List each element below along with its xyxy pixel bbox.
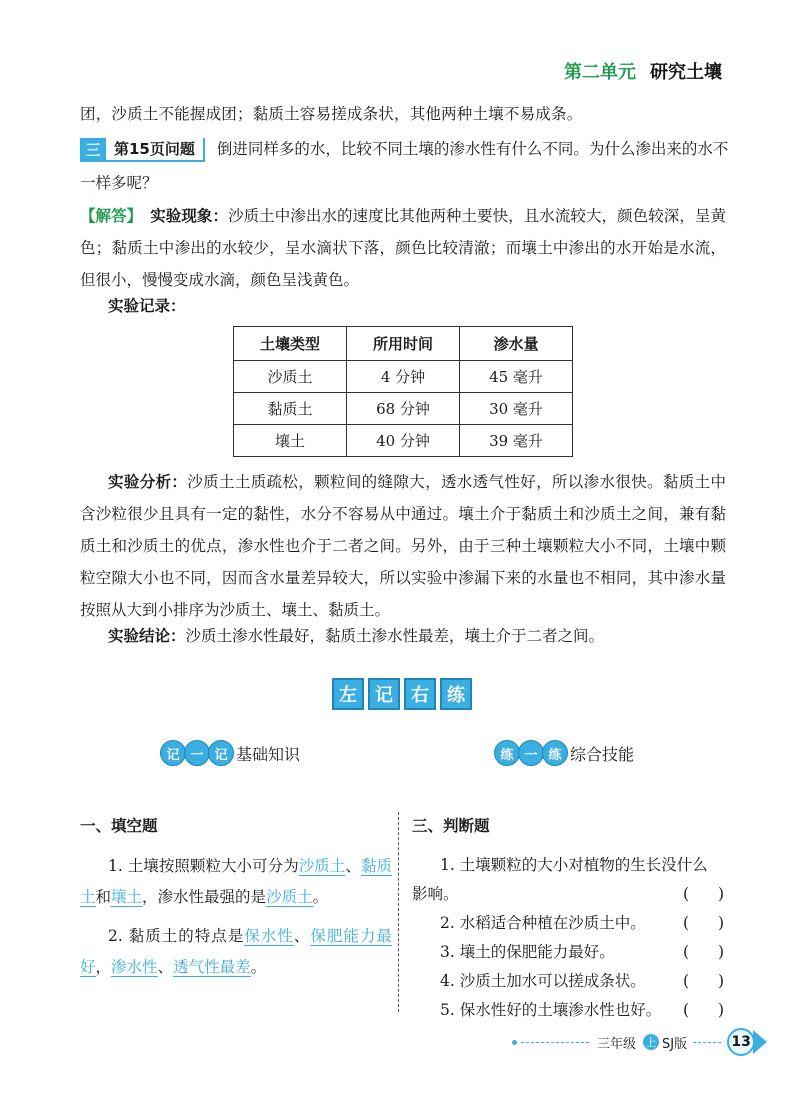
- table-row: [234, 425, 573, 457]
- bubble-char: 记: [160, 740, 186, 766]
- analysis-text: 沙质土土质疏松，颗粒间的缝隙大，透水透气性好，所以渗水很快。黏质土中含沙粒很少且具有一定的黏性，水分不容易从中通过。壤土介于黏质土和沙质土之间，兼有黏质土和沙质土的优点，渗水性也介于二者之间。另外，由于三种土壤颗粒大小不同，土壤中颗粒空隙大小也不同，因而含水量差异较大，所以实验中渗漏下来的水量也不相同，其中渗水量按照从大到小排序为沙质土、壤土、黏质土。: [80, 473, 726, 619]
- analysis-label: 实验分析：: [108, 473, 188, 491]
- table-cell: 黏质土: [234, 393, 347, 425]
- question-text: 倒进同样多的水，比较不同土壤的渗水性有什么不同。为什么渗出来的水不一样多呢？: [80, 140, 729, 192]
- answer-blank: 渗水性: [111, 958, 158, 976]
- judge-item-1-cont: [412, 880, 736, 909]
- phenomenon-text: 沙质土中渗出水的速度比其他两种土要快，且水流较大，颜色较深，呈黄色；黏质土中渗出的水较少，呈水滴状下落，颜色比较清澈；而壤土中渗出的水开始是水流，但很小，慢慢变成水滴，颜色呈浅黄色。: [80, 207, 726, 289]
- judge-item-3: [412, 938, 736, 967]
- bubble-char: 练: [494, 740, 520, 766]
- banner-char: 左: [332, 678, 364, 710]
- unit-title: [564, 58, 722, 84]
- judge-text: 3. 壤土的保肥能力最好。: [440, 943, 615, 961]
- experiment-table: [233, 326, 573, 457]
- answer-blank: 保水性: [244, 927, 294, 945]
- footer-grade: 三年级: [597, 1036, 637, 1052]
- table-row: [234, 393, 573, 425]
- record-label: 实验记录：: [108, 297, 186, 315]
- page-footer: [512, 1028, 767, 1056]
- left-subheading: [160, 740, 300, 766]
- answer-blank: 沙质土: [298, 857, 346, 875]
- footer-dot: [512, 1040, 517, 1045]
- banner-char: 练: [440, 678, 472, 710]
- fill-item-1: [80, 851, 392, 913]
- judge-text: 影响。: [412, 885, 459, 903]
- conclusion-label: 实验结论：: [108, 627, 186, 645]
- item-text: ，: [95, 958, 112, 976]
- item-text: 2. 黏质土的特点是: [108, 927, 245, 945]
- footer-term: 上: [643, 1034, 659, 1050]
- item-text: 。: [312, 888, 329, 906]
- item-text: 、: [345, 857, 361, 875]
- table-cell: 45 毫升: [460, 361, 573, 393]
- phenomenon-label: 实验现象：: [150, 207, 229, 225]
- fill-blank-section: [80, 812, 392, 991]
- answer-bracket[interactable]: ( ): [682, 1001, 736, 1019]
- banner-char: 记: [368, 678, 400, 710]
- table-header-row: [234, 327, 573, 361]
- item-text: 1. 土壤按照颗粒大小可分为: [108, 857, 299, 875]
- item-text: 、: [157, 958, 174, 976]
- footer-edition: SJ版: [662, 1036, 688, 1052]
- answer-bracket[interactable]: ( ): [682, 972, 736, 990]
- question-heading: [80, 132, 730, 200]
- answer-blank: 沙质土: [266, 888, 313, 906]
- right-subheading: [494, 740, 634, 766]
- intro-line: 团，沙质土不能握成团；黏质土容易搓成条状，其他两种土壤不易成条。: [80, 105, 583, 123]
- bubble-char: 练: [542, 740, 568, 766]
- answer-blank: 透气性最差: [173, 958, 251, 976]
- left-bubbles: [160, 740, 232, 766]
- item-text: 、: [293, 927, 311, 945]
- judge-text: 2. 水稻适合种植在沙质土中。: [440, 914, 646, 932]
- judge-text: 5. 保水性好的土壤渗水性也好。: [440, 1001, 662, 1019]
- bubble-char: 一: [518, 740, 544, 766]
- table-header-cell: 土壤类型: [234, 327, 347, 361]
- fill-blank-heading: 一、填空题: [80, 817, 158, 835]
- unit-name: 研究土壤: [650, 62, 722, 83]
- section-banner: [332, 678, 472, 710]
- question-tag: [80, 138, 205, 162]
- judge-item-4: [412, 967, 736, 996]
- table-cell: 30 毫升: [460, 393, 573, 425]
- item-text: 和: [95, 888, 112, 906]
- question-label: 第15页问题: [106, 138, 205, 162]
- judge-section: [412, 812, 736, 1025]
- conclusion-text: 沙质土渗水性最好，黏质土渗水性最差，壤土介于二者之间。: [185, 627, 605, 645]
- unit-number: 第二单元: [564, 62, 636, 83]
- banner-char: 右: [404, 678, 436, 710]
- table-row: [234, 361, 573, 393]
- judge-item-1: [412, 851, 728, 880]
- answer-bracket[interactable]: ( ): [682, 943, 736, 961]
- footer-dashes-2: [693, 1042, 721, 1043]
- judge-text: 1. 土壤颗粒的大小对植物的生长没什么: [440, 856, 708, 874]
- judge-heading: 三、判断题: [412, 817, 490, 835]
- footer-dashes: [521, 1042, 589, 1043]
- judge-text: 4. 沙质土加水可以搓成条状。: [440, 972, 646, 990]
- table-cell: 沙质土: [234, 361, 347, 393]
- table-cell: 壤土: [234, 425, 347, 457]
- table-header-cell: 所用时间: [347, 327, 460, 361]
- answer-blank: 保肥能力最好: [80, 927, 392, 976]
- right-subheading-title: 综合技能: [570, 744, 635, 764]
- right-bubbles: [494, 740, 566, 766]
- answer-blank: 壤土: [111, 888, 143, 906]
- conclusion-block: [108, 620, 604, 652]
- answer-block: [80, 200, 726, 296]
- bubble-char: 一: [184, 740, 210, 766]
- question-number: 三: [80, 138, 106, 162]
- table-cell: 4 分钟: [347, 361, 460, 393]
- bubble-char: 记: [208, 740, 234, 766]
- item-text: ，渗水性最强的是: [142, 888, 267, 906]
- analysis-block: [80, 466, 726, 626]
- fill-item-2: [80, 921, 392, 983]
- column-divider: [398, 812, 399, 1012]
- answer-bracket[interactable]: ( ): [682, 885, 736, 903]
- table-cell: 39 毫升: [460, 425, 573, 457]
- arrow-right-icon: [753, 1030, 767, 1054]
- answer-tag: 【解答】: [80, 207, 143, 225]
- left-subheading-title: 基础知识: [236, 744, 301, 764]
- judge-item-5: [412, 996, 736, 1025]
- judge-item-2: [412, 909, 736, 938]
- table-cell: 40 分钟: [347, 425, 460, 457]
- answer-blank: 黏质土: [80, 857, 392, 906]
- answer-bracket[interactable]: ( ): [682, 914, 736, 932]
- item-text: 。: [250, 958, 267, 976]
- table-cell: 68 分钟: [347, 393, 460, 425]
- table-header-cell: 渗水量: [460, 327, 573, 361]
- page-number: 13: [727, 1028, 755, 1056]
